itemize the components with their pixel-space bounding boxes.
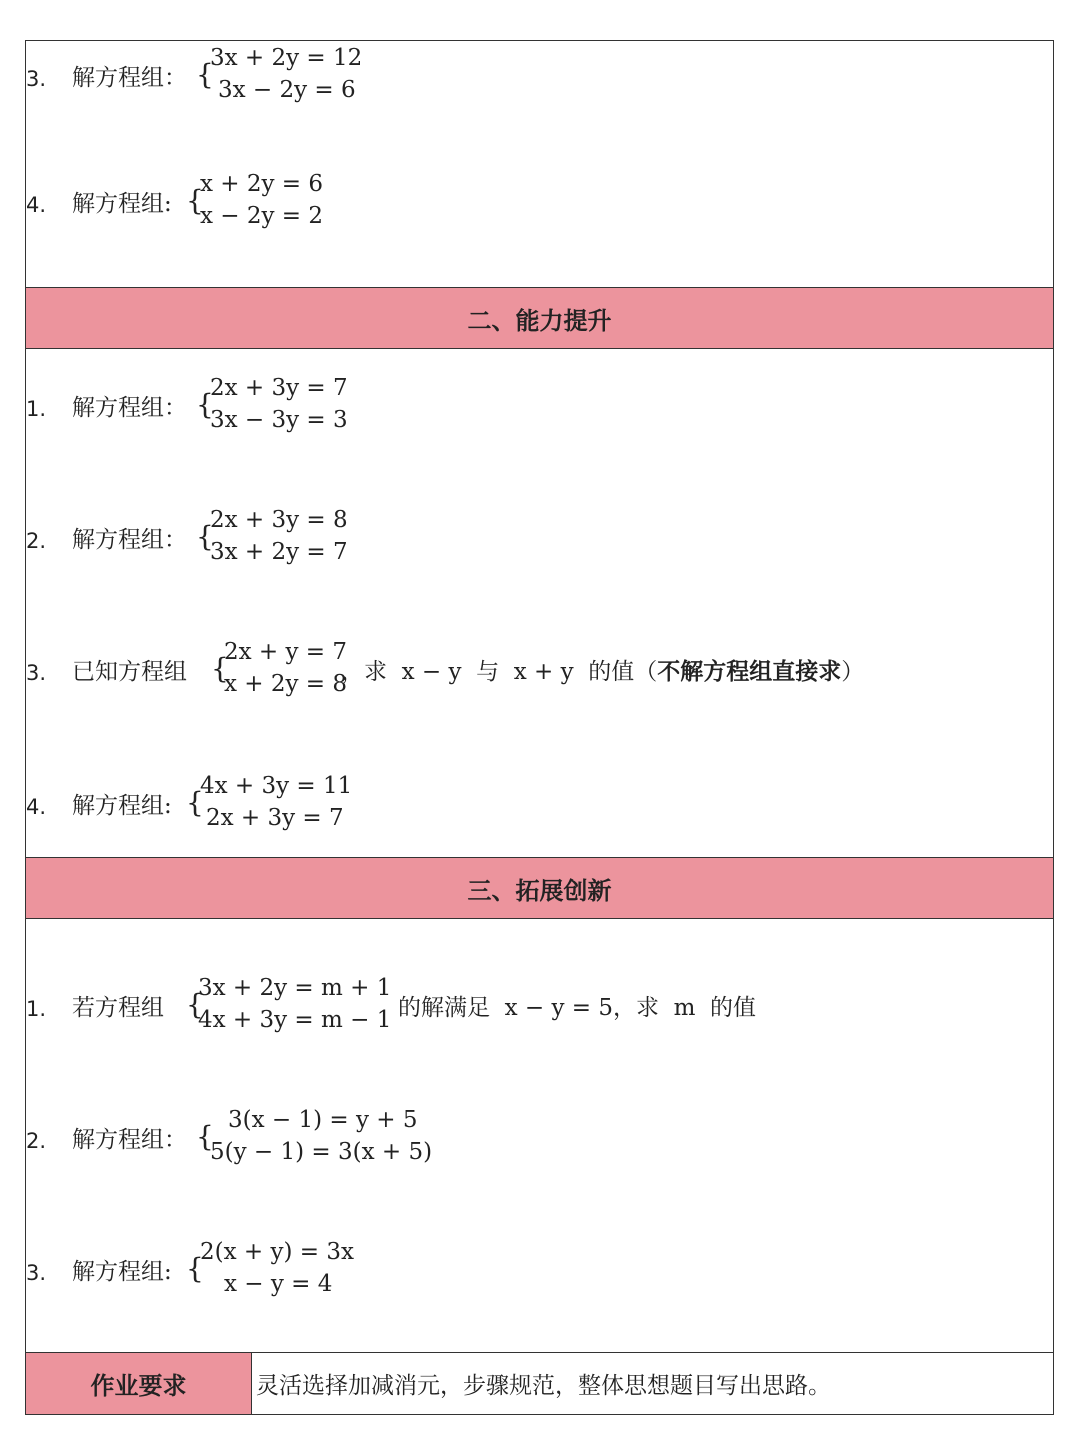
homework-requirement-row (26, 1352, 1053, 1414)
equation-1: 2x + 3y = 7 (210, 375, 348, 401)
equation-2: x − 2y = 2 (200, 203, 324, 229)
requirement-text: 灵活选择加减消元，步骤规范，整体思想题目写出思路。 (256, 1373, 831, 1399)
problem-tail: 的解满足 x − y = 5，求 m 的值 (398, 995, 757, 1021)
brace: { (196, 520, 214, 553)
brace: { (196, 388, 214, 421)
problem-lead: 解方程组: (72, 793, 172, 819)
problem-lead: 解方程组： (72, 395, 187, 421)
brace: { (186, 184, 204, 217)
problem-item (26, 1107, 1053, 1177)
equation-1: 2(x + y) = 3x (200, 1239, 354, 1265)
equation-2: 3x − 2y = 6 (218, 77, 356, 103)
brace: { (186, 988, 204, 1021)
brace: { (196, 58, 214, 91)
brace: { (186, 786, 204, 819)
brace: { (186, 1252, 204, 1285)
equation-2: 4x + 3y = m − 1 (198, 1007, 392, 1033)
problem-item (26, 639, 1053, 709)
problem-number: 3. (26, 67, 47, 91)
emphasis-text: 不解方程组直接求 (657, 659, 842, 685)
brace: { (196, 1120, 214, 1153)
equation-1: 4x + 3y = 11 (200, 773, 353, 799)
equation-2: 2x + 3y = 7 (206, 805, 344, 831)
problem-lead: 解方程组： (72, 1127, 187, 1153)
problem-number: 3. (26, 661, 47, 685)
problem-lead: 解方程组： (72, 65, 187, 91)
problem-lead: 已知方程组 (72, 659, 187, 685)
problem-number: 2. (26, 1129, 47, 1153)
equation-2: 3x − 3y = 3 (210, 407, 348, 433)
problem-item (26, 507, 1053, 577)
equation-1: 3(x − 1) = y + 5 (228, 1107, 418, 1133)
problem-number: 1. (26, 997, 47, 1021)
equation-1: 2x + 3y = 8 (210, 507, 348, 533)
equation-2: x + 2y = 8 (224, 671, 348, 697)
problem-number: 4. (26, 193, 47, 217)
problem-number: 1. (26, 397, 47, 421)
problem-lead: 解方程组: (72, 191, 172, 217)
problem-item (26, 773, 1053, 843)
requirement-label: 作业要求 (26, 1353, 252, 1414)
problem-item (26, 1239, 1053, 1309)
problem-item (26, 45, 1053, 115)
problem-number: 3. (26, 1261, 47, 1285)
problem-tail: ，求 x − y 与 x + y 的值（不解方程组直接求） (341, 659, 865, 685)
section-header: 三、拓展创新 (26, 857, 1053, 919)
equation-1: x + 2y = 6 (200, 171, 324, 197)
problem-item (26, 171, 1053, 241)
problem-lead: 解方程组： (72, 527, 187, 553)
problem-lead: 解方程组: (72, 1259, 172, 1285)
equation-2: 5(y − 1) = 3(x + 5) (210, 1139, 433, 1165)
problem-number: 2. (26, 529, 47, 553)
worksheet-table (25, 40, 1054, 1415)
equation-2: 3x + 2y = 7 (210, 539, 348, 565)
problem-lead: 若方程组 (72, 995, 164, 1021)
problem-item (26, 375, 1053, 445)
equation-2: x − y = 4 (224, 1271, 333, 1297)
brace: { (211, 652, 229, 685)
problem-item (26, 975, 1053, 1045)
problem-number: 4. (26, 795, 47, 819)
section-header: 二、能力提升 (26, 287, 1053, 349)
equation-1: 3x + 2y = 12 (210, 45, 363, 71)
equation-1: 3x + 2y = m + 1 (198, 975, 392, 1001)
equation-1: 2x + y = 7 (224, 639, 348, 665)
